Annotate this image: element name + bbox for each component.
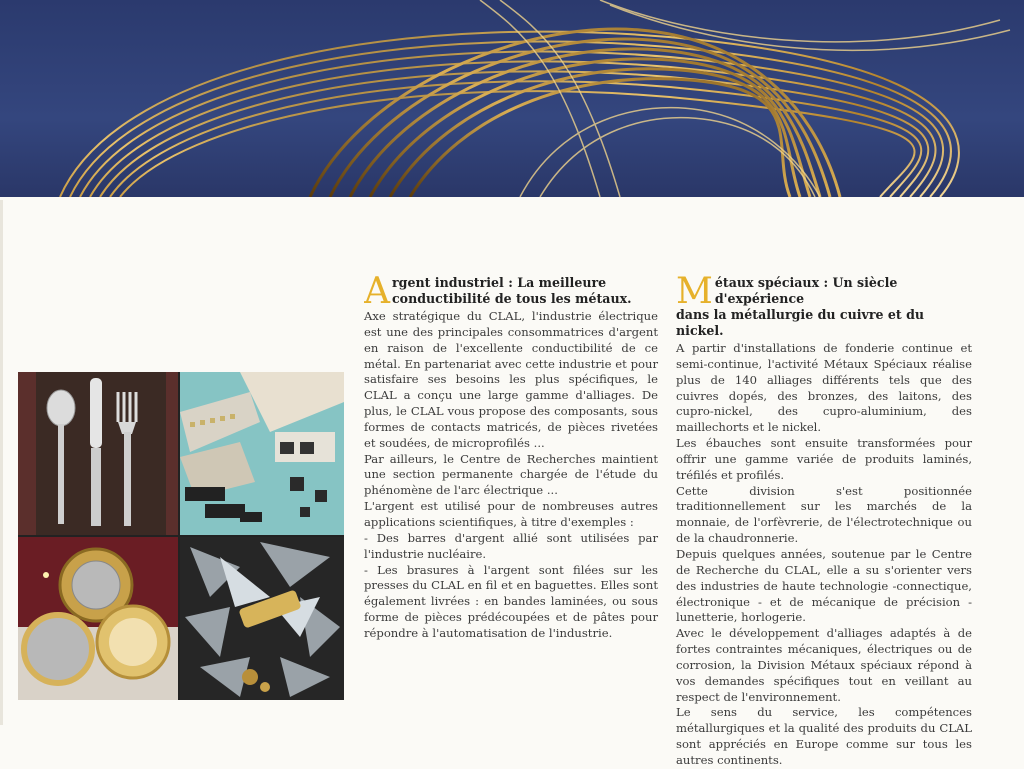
heading-line-2: conductibilité de tous les métaux. bbox=[392, 291, 632, 306]
special-metals-heading bbox=[676, 275, 972, 339]
special-metals-column bbox=[676, 275, 972, 769]
page-fold bbox=[0, 200, 3, 725]
dropcap-a: A bbox=[364, 275, 390, 307]
paragraph: Avec le développement d'alliages adaptés à de fortes contraintes mécaniques, électriques ou de corrosion, la Division Métaux spéciaux répond à vos demandes spécifiques tout en veillant au respect de l'environnement. bbox=[676, 626, 972, 704]
paragraph: Axe stratégique du CLAL, l'industrie électrique est une des principales consommatrices d'argent en raison de l'excellente conductibilité de ce métal. En partenariat avec cette industrie et pour satisfaire ses besoins les plus spécifiques, le CLAL a conçu une large gamme d'alliages. De plus, le CLAL vous propose des composants, sous formes de contacts matricés, de pièces rivetées et soudées, de microprofilés ... bbox=[364, 309, 658, 450]
paragraph: - Les brasures à l'argent sont filées sur les presses du CLAL en fil et en baguettes. Elles sont également livrées : en bandes laminées, ou sous forme de pièces prédécoupées et de pâtes pour répondre à l'automatisation de l'industrie. bbox=[364, 562, 658, 640]
gold-coins-photo bbox=[18, 537, 178, 700]
paragraph: Les ébauches sont ensuite transformées pour offrir une gamme variée de produits laminés, tréfilés et profilés. bbox=[676, 436, 972, 482]
paragraph: Depuis quelques années, soutenue par le Centre de Recherche du CLAL, elle a su s'orienter vers des industries de haute technologie -connectique, électronique - et de mécanique de précision - lunetterie, horlogerie. bbox=[676, 546, 972, 625]
industrial-silver-column bbox=[364, 275, 658, 642]
heading-line-1: rgent industriel : La meilleure bbox=[392, 275, 607, 290]
paragraph: - Des barres d'argent allié sont utilisées par l'industrie nucléaire. bbox=[364, 530, 658, 561]
paragraph: Le sens du service, les compétences métallurgiques et la qualité des produits du CLAL sont appréciés en Europe comme sur tous les autres continents. bbox=[676, 705, 972, 767]
electronic-contacts-photo bbox=[180, 372, 344, 535]
heading-line-1: étaux spéciaux : Un siècle d'expérience bbox=[714, 275, 898, 306]
gold-coins-icon bbox=[18, 537, 178, 700]
paragraph: Par ailleurs, le Centre de Recherches maintient une section permanente chargée de l'étude du phénomène de l'arc électrique ... bbox=[364, 451, 658, 498]
heading-line-2: dans la métallurgie du cuivre et du nickel. bbox=[676, 307, 925, 338]
paragraph: Cette division s'est positionnée traditionnellement sur les marchés de la monnaie, de l'orfèvrerie, de l'électrotechnique ou de la chaudronnerie. bbox=[676, 483, 972, 546]
photo-grid bbox=[18, 372, 344, 700]
electronic-contacts-icon bbox=[180, 372, 344, 535]
paragraph: A partir d'installations de fonderie continue et semi-continue, l'activité Métaux Spéciaux réalise plus de 140 alliages différents tels que des cuivres dopés, des bronzes, des laitons, des cupro-nickel, des cupro-aluminium, des maillechorts et le nickel. bbox=[676, 341, 972, 435]
gold-wire-banner bbox=[0, 0, 1024, 197]
metal-shavings-photo bbox=[180, 537, 344, 700]
dropcap-m: M bbox=[676, 275, 713, 312]
industrial-silver-heading bbox=[364, 275, 658, 307]
metal-shavings-icon bbox=[180, 537, 344, 700]
silver-cutlery-photo bbox=[18, 372, 178, 535]
silver-cutlery-icon bbox=[18, 372, 178, 535]
paragraph: L'argent est utilisé pour de nombreuses autres applications scientifiques, à titre d'exemples : bbox=[364, 499, 658, 529]
gold-wire-coils-icon bbox=[0, 0, 1024, 197]
